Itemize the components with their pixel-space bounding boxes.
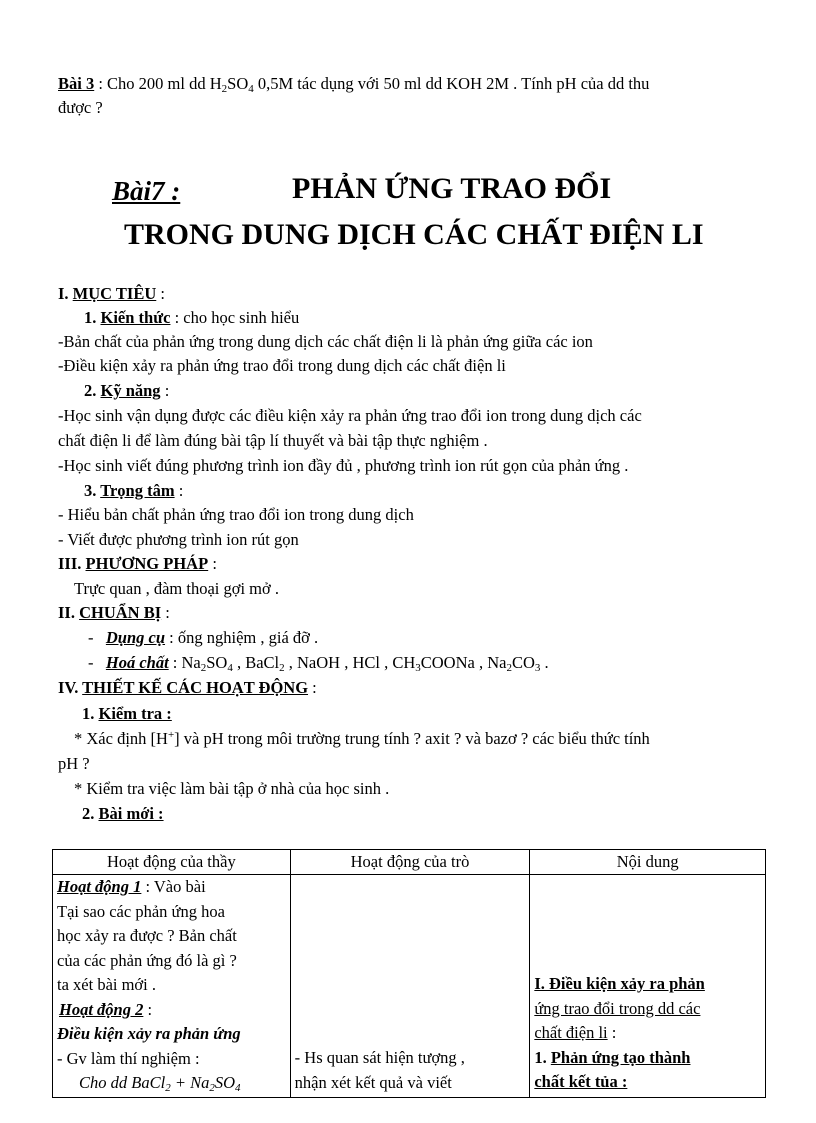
- chem-text: , BaCl: [232, 653, 280, 672]
- exercise-label: Bài 3: [58, 74, 95, 93]
- heading-text: MỤC TIÊU: [72, 284, 157, 303]
- activity-1-label: Hoạt động 1: [57, 877, 142, 896]
- question-text: * Xác định [H: [74, 729, 168, 748]
- activity-2-line: [57, 998, 286, 1023]
- content-subheading-line: [534, 1046, 761, 1071]
- content-tail: :: [607, 1023, 617, 1042]
- header-content: Nội dung: [530, 850, 766, 875]
- knowledge-heading: [84, 307, 299, 329]
- item-number: 2.: [82, 804, 99, 823]
- item-label: Bài mới :: [98, 804, 164, 823]
- chem-text: COONa , Na: [420, 653, 507, 672]
- chem-text: SO: [206, 653, 228, 672]
- superscript: +: [167, 729, 175, 741]
- check-question-1: [74, 728, 650, 750]
- heading-number: III.: [58, 554, 86, 573]
- teacher-text: - Gv làm thí nghiệm :: [57, 1048, 200, 1068]
- teacher-text: của các phản ứng đó là gì ?: [57, 950, 237, 970]
- content-subheading: Phản ứng tạo thành: [550, 1047, 691, 1067]
- chem-text: , NaOH , HCl , CH: [284, 653, 416, 672]
- method-heading: [58, 553, 217, 575]
- item-label: Trọng tâm: [100, 481, 175, 500]
- chem-label: Hoá chất: [105, 653, 169, 672]
- focus-item-2: - Viết được phương trình ion rút gọn: [58, 530, 299, 549]
- new-lesson-heading: [82, 803, 164, 825]
- heading-number: II.: [58, 603, 80, 622]
- subscript: 3: [415, 662, 421, 674]
- subscript: 2: [279, 662, 285, 674]
- heading-tail: :: [208, 554, 217, 573]
- teacher-text: học xảy ra được ? Bản chất: [57, 926, 237, 945]
- knowledge-item-1: -Bản chất của phản ứng trong dung dịch các chất điện li là phản ứng giữa các ion: [58, 332, 593, 351]
- question-text: ] và pH trong môi trường trung tính ? axit ? và bazơ ? các biểu thức tính: [174, 729, 650, 748]
- item-tail: :: [174, 481, 184, 500]
- heading-text: PHƯƠNG PHÁP: [85, 554, 209, 573]
- subscript: 2: [209, 1082, 215, 1094]
- content-heading: I. Điều kiện xảy ra phản: [534, 974, 705, 993]
- heading-tail: :: [156, 284, 165, 303]
- teacher-text: + Na: [170, 1073, 210, 1092]
- exercise-line-1: [58, 73, 649, 95]
- skills-item-1a: -Học sinh vận dụng được các điều kiện xảy ra phản ứng trao đổi ion trong dung dịch các: [58, 406, 642, 425]
- heading-text: CHUẨN BỊ: [79, 603, 162, 622]
- subscript: 2: [506, 662, 512, 674]
- student-cell: [290, 875, 530, 1098]
- teacher-text: Tại sao các phản ứng hoa: [57, 901, 225, 921]
- skills-item-1b: chất điện li để làm đúng bài tập lí thuyết và bài tập thực nghiệm .: [58, 431, 488, 450]
- item-label: Kỹ năng: [100, 381, 161, 400]
- focus-item-1: - Hiểu bản chất phản ứng trao đổi ion trong dung dịch: [58, 505, 414, 524]
- check-question-2: * Kiểm tra việc làm bài tập ở nhà của học sinh .: [74, 779, 390, 798]
- bullet: -: [88, 628, 106, 647]
- chem-text: : Na: [168, 653, 201, 672]
- objectives-heading: [58, 283, 165, 305]
- item-number: 1.: [84, 308, 101, 327]
- table-header-row: [53, 850, 766, 875]
- exercise-text: 0,5M tác dụng với 50 ml dd KOH 2M . Tính pH của dd thu: [253, 74, 650, 93]
- content-heading: chất điện li: [534, 1023, 608, 1042]
- chem-text: CO: [511, 653, 535, 672]
- activity-1-line: [57, 875, 286, 900]
- content-subheading: chất kết tủa :: [534, 1072, 628, 1091]
- item-label: Kiến thức: [100, 308, 171, 327]
- item-label: Kiểm tra :: [98, 704, 172, 723]
- skills-heading: [84, 380, 169, 402]
- student-text: - Hs quan sát hiện tượng ,: [294, 1048, 465, 1067]
- heading-text: THIẾT KẾ CÁC HOẠT ĐỘNG: [82, 678, 309, 697]
- check-question-1-cont: pH ?: [58, 754, 90, 773]
- teacher-text: SO: [214, 1073, 235, 1092]
- lesson-title-line-1: PHẢN ỨNG TRAO ĐỔI: [292, 172, 612, 205]
- teacher-cell: [53, 875, 291, 1098]
- exercise-text: SO: [227, 74, 249, 93]
- focus-heading: [84, 480, 183, 502]
- subscript: 3: [534, 662, 541, 674]
- subscript: 2: [165, 1082, 171, 1094]
- item-number: 1.: [534, 1047, 551, 1067]
- activity-2-title: Điều kiện xảy ra phản ứng: [57, 1024, 241, 1043]
- header-teacher: Hoạt động của thầy: [53, 850, 291, 875]
- teacher-text: ta xét bài mới .: [57, 975, 156, 994]
- subscript: 2: [200, 662, 207, 674]
- prep-heading: [58, 602, 170, 624]
- content-heading-line: [534, 1021, 761, 1046]
- item-number: 3.: [84, 481, 101, 500]
- tools-label: Dụng cụ: [105, 628, 166, 647]
- teacher-text: Cho dd BaCl: [79, 1073, 166, 1092]
- table-row: [53, 875, 766, 1098]
- subscript: 4: [235, 1082, 241, 1094]
- prep-chemicals: [88, 652, 549, 674]
- activities-heading: [58, 677, 317, 699]
- teacher-experiment: [57, 1071, 286, 1096]
- item-tail: :: [160, 381, 170, 400]
- lesson-plan-table: [52, 849, 766, 1098]
- item-number: 1.: [82, 704, 99, 723]
- activity-2-label: Hoạt động 2: [59, 999, 144, 1019]
- content-cell: [530, 875, 766, 1098]
- student-text: nhận xét kết quả và viết: [294, 1072, 452, 1092]
- lesson-title-line-2: TRONG DUNG DỊCH CÁC CHẤT ĐIỆN LI: [124, 218, 704, 251]
- exercise-line-2: được ?: [58, 98, 103, 117]
- spacer: [295, 875, 526, 1046]
- activity-2-tail: :: [143, 999, 153, 1019]
- heading-number: IV.: [58, 678, 83, 697]
- tools-text: : ống nghiệm , giá đỡ .: [165, 628, 319, 647]
- content-heading: ứng trao đổi trong dd các: [534, 998, 701, 1018]
- heading-number: I.: [58, 284, 73, 303]
- header-student: Hoạt động của trò: [290, 850, 530, 875]
- item-number: 2.: [84, 381, 101, 400]
- chem-text: .: [540, 653, 549, 672]
- bullet: -: [88, 653, 106, 672]
- item-tail: : cho học sinh hiểu: [170, 308, 300, 327]
- method-text: Trực quan , đàm thoại gợi mở .: [74, 579, 279, 598]
- heading-tail: :: [308, 678, 317, 697]
- check-heading: [82, 703, 172, 725]
- activity-1-tail: : Vào bài: [141, 877, 206, 896]
- heading-tail: :: [161, 603, 170, 622]
- subscript: 4: [248, 83, 254, 95]
- prep-tools: [88, 627, 318, 649]
- skills-item-2: -Học sinh viết đúng phương trình ion đầy đủ , phương trình ion rút gọn của phản ứng .: [58, 456, 629, 475]
- exercise-text: : Cho 200 ml dd H: [94, 74, 222, 93]
- subscript: 4: [227, 662, 233, 674]
- spacer: [534, 875, 761, 972]
- knowledge-item-2: -Điều kiện xảy ra phản ứng trao đổi trong dung dịch các chất điện li: [58, 356, 506, 375]
- subscript: 2: [221, 83, 228, 95]
- lesson-label: Bài7 :: [112, 176, 181, 206]
